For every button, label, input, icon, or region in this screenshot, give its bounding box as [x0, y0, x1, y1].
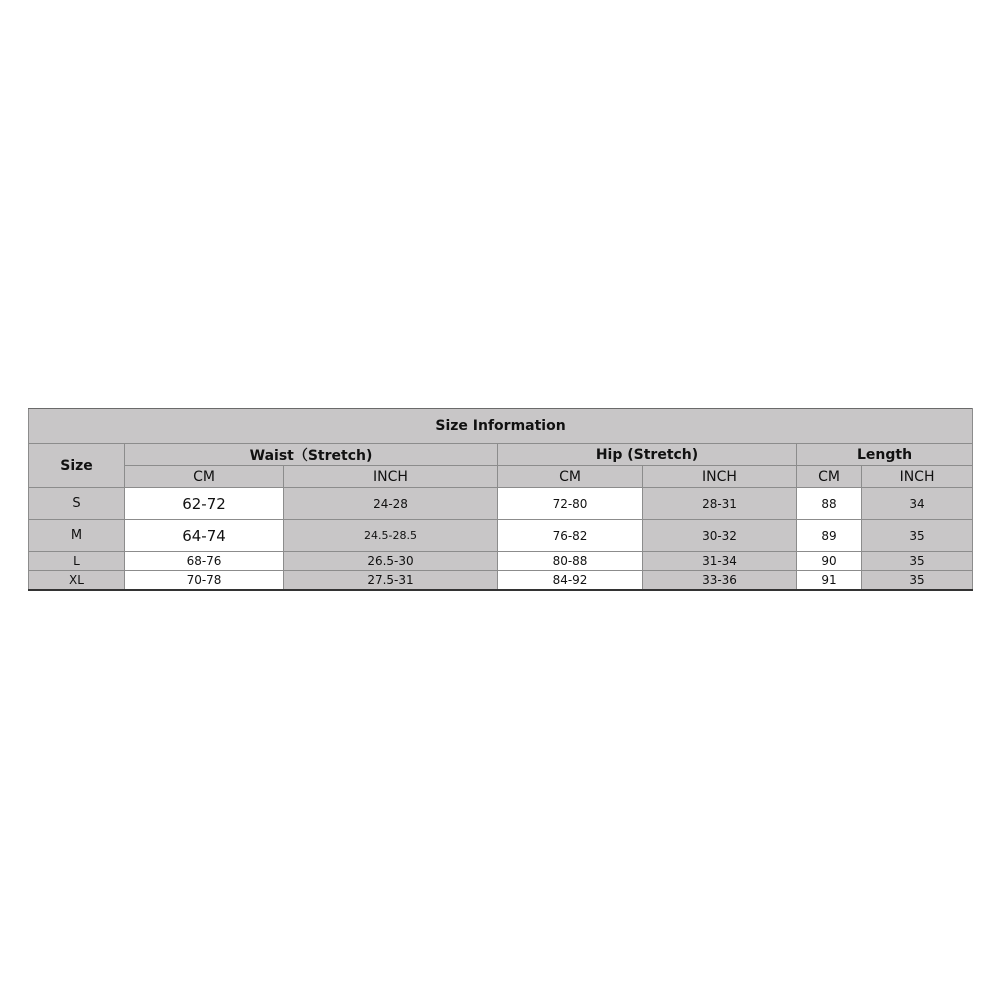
table-row — [29, 552, 973, 571]
size-label-cell: M — [29, 520, 125, 552]
length-inch-cell: 35 — [862, 520, 973, 552]
waist-inch-cell: 26.5-30 — [284, 552, 498, 571]
length-cm-cell: 89 — [797, 520, 862, 552]
waist-cm-cell: 62-72 — [125, 488, 284, 520]
waist-cm-cell: 68-76 — [125, 552, 284, 571]
hip-group-header: Hip (Stretch) — [498, 444, 797, 466]
length-cm-cell: 88 — [797, 488, 862, 520]
hip-cm-cell: 72-80 — [498, 488, 643, 520]
hip-inch-cell: 28-31 — [643, 488, 797, 520]
hip-cm-header: CM — [498, 466, 643, 488]
waist-inch-cell: 24.5-28.5 — [284, 520, 498, 552]
hip-inch-cell: 33-36 — [643, 571, 797, 591]
hip-cm-cell: 84-92 — [498, 571, 643, 591]
length-inch-header: INCH — [862, 466, 973, 488]
table-row — [29, 488, 973, 520]
size-label-cell: S — [29, 488, 125, 520]
size-column-header: Size — [29, 444, 125, 488]
size-information-table — [28, 408, 973, 591]
size-label-cell: L — [29, 552, 125, 571]
waist-inch-header: INCH — [284, 466, 498, 488]
length-cm-header: CM — [797, 466, 862, 488]
table-row — [29, 571, 973, 591]
table-row — [29, 520, 973, 552]
waist-group-header: Waist（Stretch) — [125, 444, 498, 466]
waist-cm-cell: 70-78 — [125, 571, 284, 591]
waist-inch-cell: 27.5-31 — [284, 571, 498, 591]
waist-cm-cell: 64-74 — [125, 520, 284, 552]
length-inch-cell: 34 — [862, 488, 973, 520]
table-title: Size Information — [29, 409, 973, 444]
length-cm-cell: 90 — [797, 552, 862, 571]
length-group-header: Length — [797, 444, 973, 466]
hip-inch-cell: 31-34 — [643, 552, 797, 571]
length-inch-cell: 35 — [862, 571, 973, 591]
hip-cm-cell: 80-88 — [498, 552, 643, 571]
length-cm-cell: 91 — [797, 571, 862, 591]
waist-cm-header: CM — [125, 466, 284, 488]
hip-inch-cell: 30-32 — [643, 520, 797, 552]
size-label-cell: XL — [29, 571, 125, 591]
length-inch-cell: 35 — [862, 552, 973, 571]
hip-inch-header: INCH — [643, 466, 797, 488]
hip-cm-cell: 76-82 — [498, 520, 643, 552]
waist-inch-cell: 24-28 — [284, 488, 498, 520]
